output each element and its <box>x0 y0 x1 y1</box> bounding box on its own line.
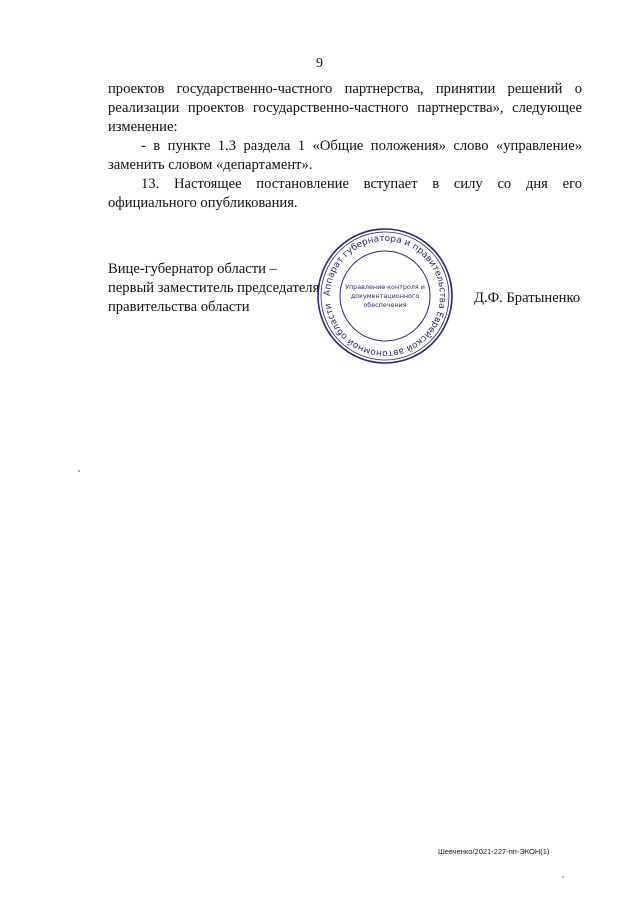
seal-graphic <box>315 226 455 366</box>
seal-center-line: обеспечения <box>363 301 407 309</box>
signatory-title-line: первый заместитель председателя <box>108 280 320 296</box>
seal-center-line: Управление контроля и <box>345 283 425 291</box>
signatory-title-line: Вице-губернатор области – <box>108 261 277 277</box>
scan-speck <box>78 470 80 472</box>
page-number: 9 <box>316 56 323 71</box>
paragraph-amendment: - в пункте 1.3 раздела 1 «Общие положения» слово «управление» заменить словом «департамент». <box>108 138 582 173</box>
signatory-title <box>108 260 319 317</box>
seal-center-line: документационного <box>350 292 420 300</box>
official-seal-stamp <box>315 226 455 366</box>
signatory-name: Д.Ф. Братыненко <box>474 290 581 306</box>
document-reference-code: Шевченко/2021-227-пп-ЭКОН(1) <box>438 847 550 856</box>
paragraph-effective-date: 13. Настоящее постановление вступает в силу со дня его официального опубликования. <box>108 176 582 211</box>
paragraph-continuation: проектов государственно-частного партнерства, принятии решений о реализации проектов государственно-частного партнерства», следующее изменение: <box>108 81 582 135</box>
document-body <box>108 80 582 213</box>
signatory-title-line: правительства области <box>108 299 250 315</box>
seal-ring-text: Аппарат губернатора и правительства Еврейской автономной области <box>322 233 448 359</box>
scan-speck <box>562 876 564 878</box>
